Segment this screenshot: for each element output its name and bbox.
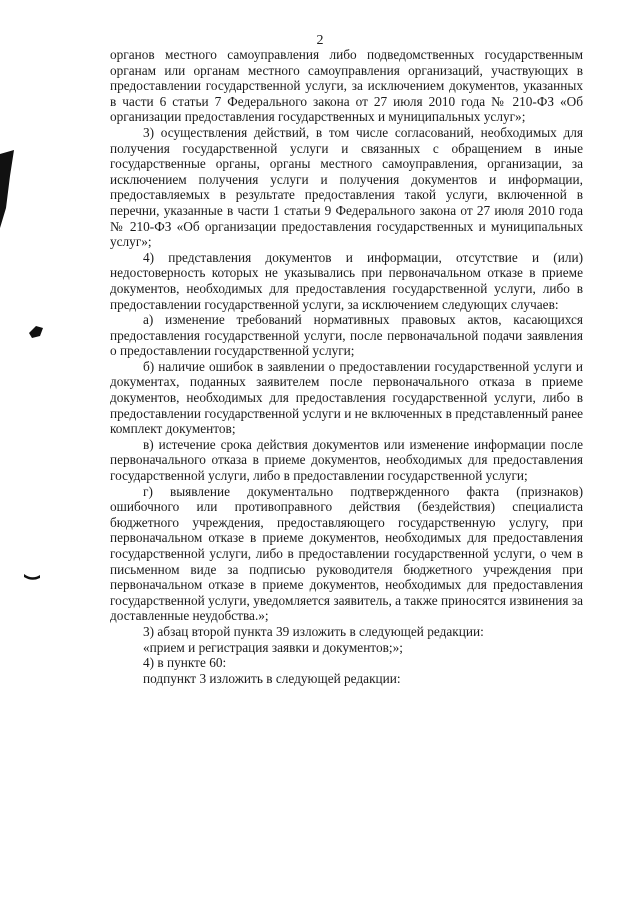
document-body [110,47,583,686]
paragraph-item-4: 4) представления документов и информации, отсутствие и (или) недостоверность которых не указывались при первоначальном отказе в приеме документов, необходимых для предоставления государственной услуги, либо в предоставлении государственной услуги, за исключением следующих случаев: [110,249,583,312]
scan-edge-mark [0,150,18,230]
paragraph-continuation: органов местного самоуправления либо подведомственных государственным органам или органам местного самоуправления организаций, участвующих в предоставлении государственной услуги, за исключением документов, указанных в части 6 статьи 7 Федерального закона от 27 июля 2010 года № 210-ФЗ «Об организации предоставления государственных и муниципальных услуг»; [110,47,583,125]
paragraph-amendment-3: 3) абзац второй пункта 39 изложить в следующей редакции: [143,623,484,639]
paragraph-subpoint-3: подпункт 3 изложить в следующей редакции: [143,670,401,686]
paragraph-quoted-text: «прием и регистрация заявки и документов;»; [143,639,403,655]
paragraph-amendment-4: 4) в пункте 60: [143,655,227,671]
paragraph-subitem-b: б) наличие ошибок в заявлении о предоставлении государственной услуги и документах, поданных заявителем после первоначального отказа в приеме документов, необходимых для предоставления государственной услуги, либо в предоставлении государственной услуги и не включенных в представленный ранее комплект документов; [110,358,583,437]
scan-hole-mark [28,325,44,339]
scan-dash-mark [24,573,40,581]
paragraph-item-3: 3) осуществления действий, в том числе согласований, необходимых для получения государственной услуги и связанных с обращением в иные государственные органы, органы местного самоуправления, организации, за исключением получения услуги и получения документов и информации, предоставляемых в результате предоставления такой услуги, включенной в перечни, указанные в части 1 статьи 9 Федерального закона от 27 июля 2010 года № 210-ФЗ «Об организации предоставления государственных и муниципальных услуг»; [110,124,583,250]
page-number: 2 [316,33,324,48]
paragraph-subitem-v: в) истечение срока действия документов или изменение информации после первоначального отказа в приеме документов, необходимых для предоставления государственной услуги, либо в предоставлении государственной услуги; [110,436,583,484]
paragraph-subitem-g: г) выявление документально подтвержденного факта (признаков) ошибочного или противоправного действия (бездействия) специалиста бюджетного учреждения, предоставляющего государственную услугу, при первоначальном отказе в приеме документов, необходимых для предоставления государственной услуги, либо в предоставлении государственной услуги, о чем в письменном виде за подписью руководителя бюджетного учреждения при первоначальном отказе в приеме документов, необходимых для предоставления государственной услуги, уведомляется заявитель, а также приносятся извинения за доставленные неудобства.»; [110,483,583,624]
paragraph-subitem-a: а) изменение требований нормативных правовых актов, касающихся предоставления государственной услуги, после первоначальной подачи заявления о предоставлении государственной услуги; [110,312,583,359]
